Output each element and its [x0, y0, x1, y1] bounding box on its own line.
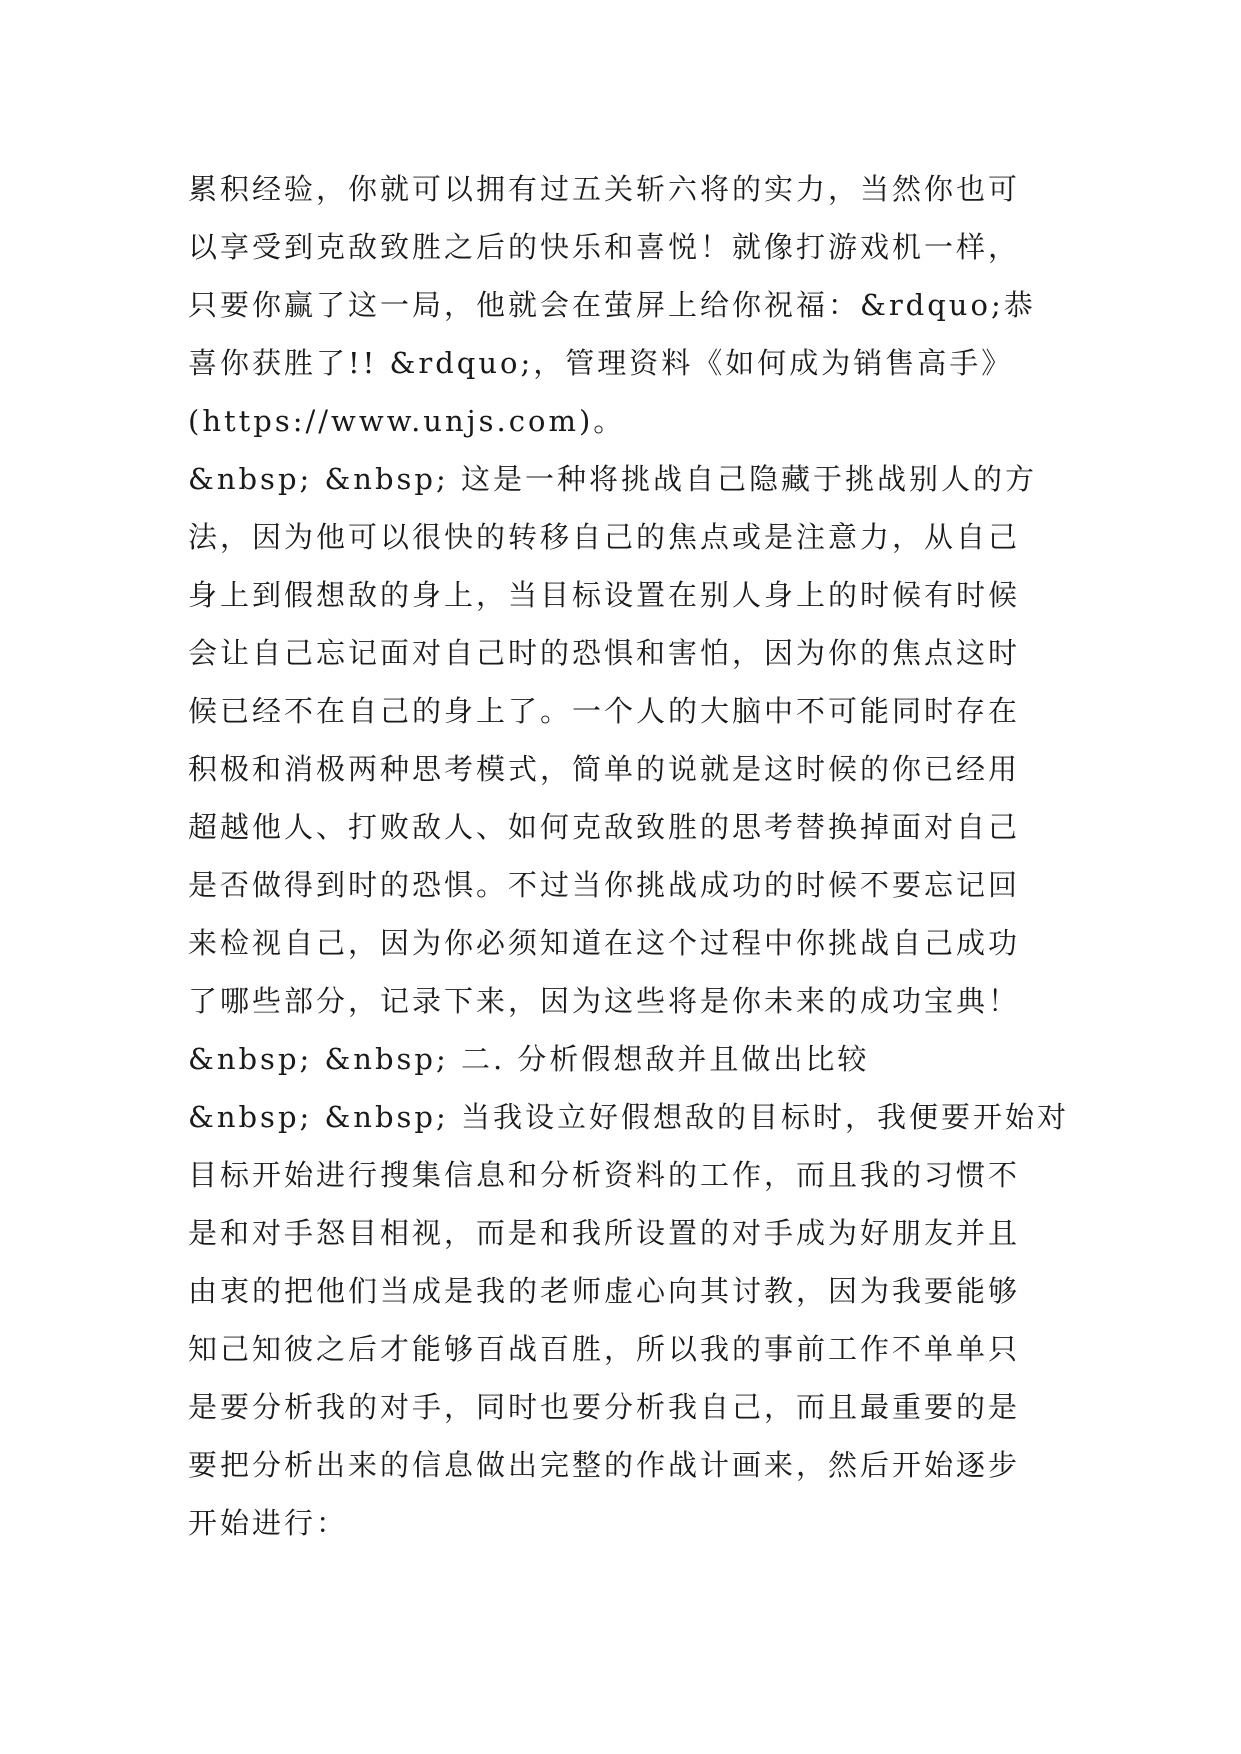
text-line-1: 累积经验，你就可以拥有过五关斩六将的实力，当然你也可	[188, 172, 1021, 206]
text-line-11: 积极和消极两种思考模式，简单的说就是这时候的你已经用	[188, 752, 1021, 786]
text-line-14: 来检视自己，因为你必须知道在这个过程中你挑战自己成功	[188, 926, 1021, 960]
text-line-20: 由衷的把他们当成是我的老师虚心向其讨教，因为我要能够	[188, 1274, 1021, 1308]
text-line-10: 候已经不在自己的身上了。一个人的大脑中不可能同时存在	[188, 694, 1021, 728]
text-line-9: 会让自己忘记面对自己时的恐惧和害怕，因为你的焦点这时	[188, 636, 1021, 670]
text-line-6: &nbsp; &nbsp; 这是一种将挑战自己隐藏于挑战别人的方	[188, 462, 1037, 496]
text-line-7: 法，因为他可以很快的转移自己的焦点或是注意力，从自己	[188, 520, 1021, 554]
text-line-13: 是否做得到时的恐惧。不过当你挑战成功的时候不要忘记回	[188, 868, 1021, 902]
text-line-15: 了哪些部分，记录下来，因为这些将是你未来的成功宝典！	[188, 984, 1021, 1018]
text-line-18: 目标开始进行搜集信息和分析资料的工作，而且我的习惯不	[188, 1158, 1021, 1192]
text-line-2: 以享受到克敌致胜之后的快乐和喜悦！就像打游戏机一样，	[188, 230, 1021, 264]
text-line-19: 是和对手怒目相视，而是和我所设置的对手成为好朋友并且	[188, 1216, 1021, 1250]
section-heading: &nbsp; &nbsp; 二. 分析假想敌并且做出比较	[188, 1042, 870, 1076]
text-line-23: 要把分析出来的信息做出完整的作战计画来，然后开始逐步	[188, 1448, 1021, 1482]
text-line-12: 超越他人、打败敌人、如何克敌致胜的思考替换掉面对自己	[188, 810, 1021, 844]
text-line-5-link: (https://www.unjs.com)。	[188, 404, 626, 438]
text-line-3: 只要你赢了这一局，他就会在萤屏上给你祝福：&rdquo;恭	[188, 288, 1036, 322]
text-line-24: 开始进行：	[188, 1506, 349, 1540]
text-line-17: &nbsp; &nbsp; 当我设立好假想敌的目标时，我便要开始对	[188, 1100, 1069, 1134]
text-line-22: 是要分析我的对手，同时也要分析我自己，而且最重要的是	[188, 1390, 1021, 1424]
text-line-8: 身上到假想敌的身上，当目标设置在别人身上的时候有时候	[188, 578, 1021, 612]
body-text	[188, 160, 1068, 1552]
text-line-4: 喜你获胜了!! &rdquo;，管理资料《如何成为销售高手》	[188, 346, 1014, 380]
text-line-21: 知己知彼之后才能够百战百胜，所以我的事前工作不单单只	[188, 1332, 1021, 1366]
